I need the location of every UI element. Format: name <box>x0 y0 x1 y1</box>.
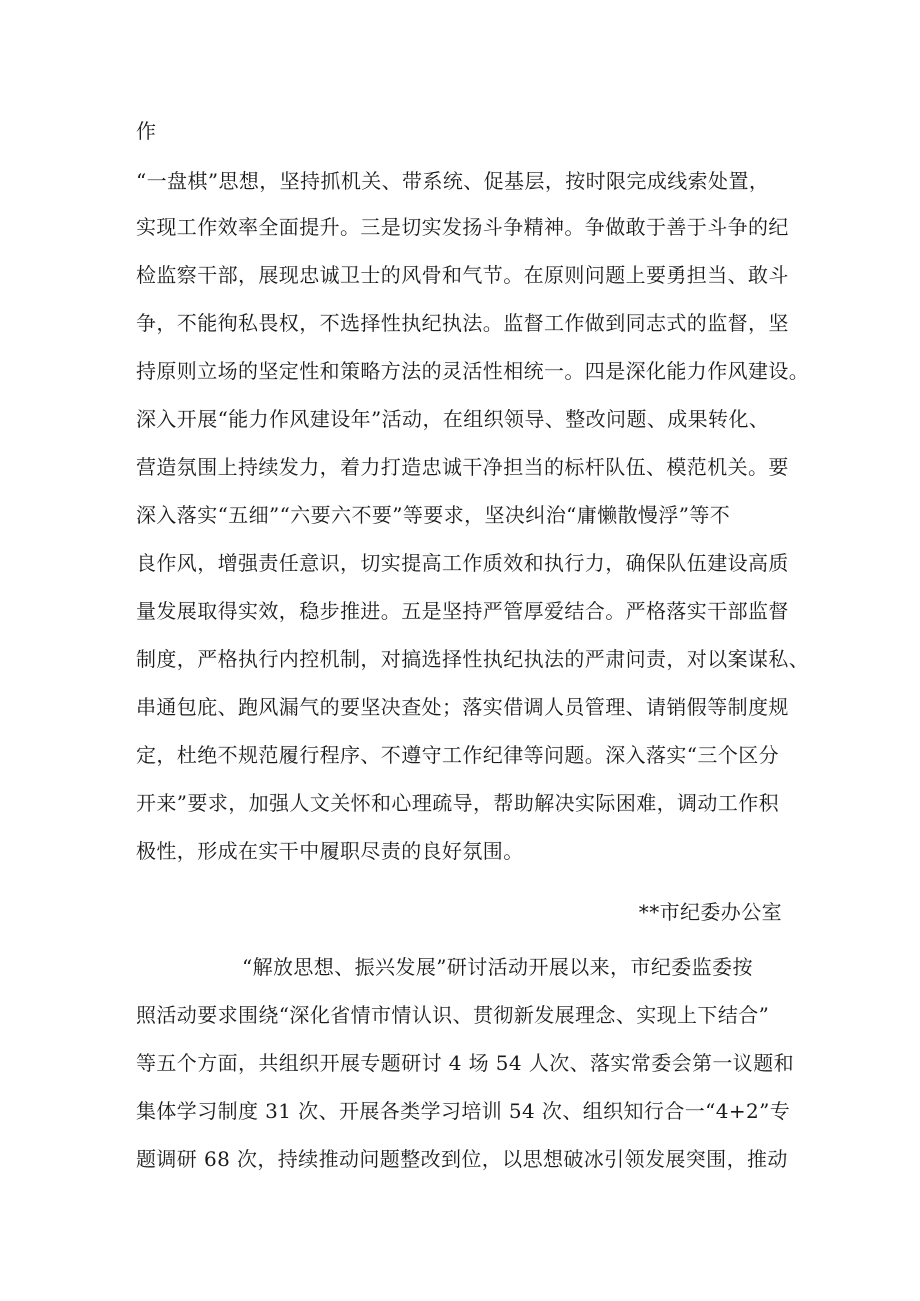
paragraph-line: 制度，严格执行内控机制，对搞选择性执纪执法的严肃问责，对以案谋私、 <box>136 647 810 671</box>
paragraph-line: 极性，形成在实干中履职尽责的良好氛围。 <box>136 839 524 863</box>
paragraph-line: 量发展取得实效，稳步推进。五是坚持严管厚爱结合。严格落实干部监督 <box>136 599 789 623</box>
paragraph-line: 照活动要求围绕“深化省情市情认识、贯彻新发展理念、实现上下结合” <box>136 1003 770 1027</box>
paragraph-line: 持原则立场的坚定性和策略方法的灵活性相统一。四是深化能力作风建设。 <box>136 359 810 383</box>
paragraph-line: 串通包庇、跑风漏气的要坚决查处；落实借调人员管理、请销假等制度规 <box>136 695 789 719</box>
signature-organization: **市纪委办公室 <box>638 900 782 924</box>
paragraph-line: 争，不能徇私畏权，不选择性执纪执法。监督工作做到同志式的监督，坚 <box>136 311 789 335</box>
paragraph-line: 深入落实“五细”“六要六不要”等要求，坚决纠治“庸懒散慢浮”等不 <box>136 503 731 527</box>
paragraph-line: 开来”要求，加强人文关怀和心理疏导，帮助解决实际困难，调动工作积 <box>136 791 780 815</box>
paragraph-line: 深入开展“能力作风建设年”活动，在组织领导、整改问题、成果转化、 <box>136 407 770 431</box>
paragraph-line: 检监察干部，展现忠诚卫士的风骨和气节。在原则问题上要勇担当、敢斗 <box>136 263 789 287</box>
paragraph-line: 题调研 68 次，持续推动问题整改到位，以思想破冰引领发展突围，推动 <box>136 1147 788 1171</box>
paragraph-line: 实现工作效率全面提升。三是切实发扬斗争精神。争做敢于善于斗争的纪 <box>136 215 789 239</box>
paragraph-line: 定，杜绝不规范履行程序、不遵守工作纪律等问题。深入落实“三个区分 <box>136 743 780 767</box>
paragraph-line: 营造氛围上持续发力，着力打造忠诚干净担当的标杆队伍、模范机关。要 <box>136 455 789 479</box>
paragraph-line: “解放思想、振兴发展”研讨活动开展以来，市纪委监委按 <box>242 955 753 979</box>
paragraph-line: 作 <box>136 119 157 143</box>
paragraph-line: 等五个方面，共组织开展专题研讨 4 场 54 人次、落实常委会第一议题和 <box>136 1051 795 1075</box>
paragraph-line: 良作风，增强责任意识，切实提高工作质效和执行力，确保队伍建设高质 <box>136 551 789 575</box>
paragraph-line: 集体学习制度 31 次、开展各类学习培训 54 次、组织知行合一“4+2”专 <box>136 1099 791 1123</box>
paragraph-line: “一盘棋”思想，坚持抓机关、带系统、促基层，按时限完成线索处置， <box>136 169 770 193</box>
